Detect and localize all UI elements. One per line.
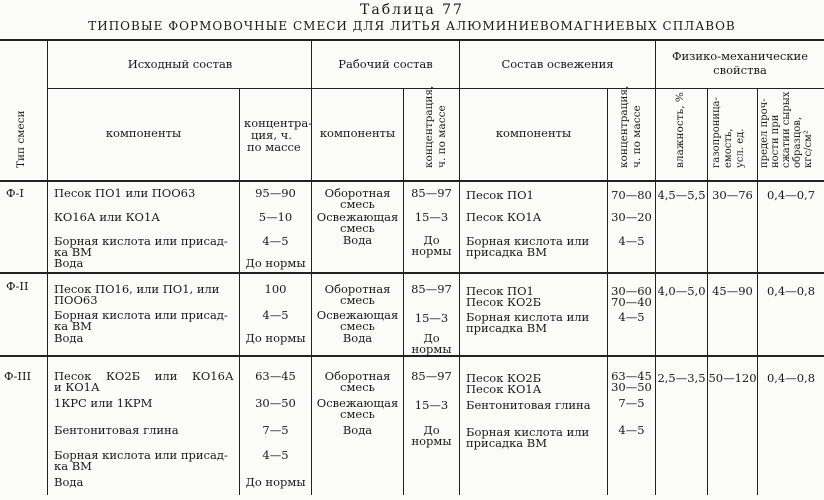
f2-initial-3-conc: До нормы	[245, 331, 306, 345]
header-initial: Исходный состав	[127, 57, 233, 71]
f3-refresh-2: Песок КО1А	[466, 382, 542, 396]
f3-working-1: Оборотная	[324, 369, 391, 383]
header-conc-initial-1: концентра-	[244, 116, 313, 130]
f2-initial-2a: Борная кислота или присад-	[54, 308, 228, 322]
f1-initial-4-conc: До нормы	[245, 256, 306, 270]
f3-initial-2: 1КРС или 1КРМ	[54, 396, 153, 410]
f1-refresh-3b: присадка ВМ	[466, 245, 547, 259]
f2-working-1: Оборотная	[324, 282, 391, 296]
f3-refresh-3-conc: 7—5	[618, 396, 645, 410]
f2-initial-1a: Песок ПО16, или ПО1, или	[54, 282, 220, 296]
f2-initial-2b: ка ВМ	[54, 319, 92, 333]
f3-initial-1b: и КО1А	[54, 380, 100, 394]
header-conc-initial-2: ция, ч.	[251, 128, 292, 142]
header-conc-refresh-1: концентрация,	[618, 85, 630, 168]
f3-working-2-conc: 15—3	[414, 398, 449, 412]
f3-working-3: Вода	[342, 423, 373, 437]
table-title: Таблица 77	[360, 2, 464, 18]
f1-working-2-conc: 15—3	[414, 210, 449, 224]
f3-initial-4b: ка ВМ	[54, 459, 92, 473]
f3-working-3-conc1: До	[423, 423, 440, 437]
f2-permeability: 45—90	[712, 284, 753, 298]
f3-initial-4-conc: 4—5	[262, 448, 289, 462]
header-conc-working-2: ч. по массе	[436, 105, 448, 168]
f3-initial-1a: Песок КО2Б или КО16А	[54, 369, 234, 383]
f2-initial-1b: ПОО63	[54, 293, 98, 307]
f2-refresh-1: Песок ПО1	[466, 284, 534, 298]
f1-working-1-conc: 85—97	[411, 186, 452, 200]
header-perm-2: емость,	[723, 128, 734, 168]
f3-initial-5: Вода	[54, 475, 84, 489]
header-conc-refresh-2: ч. по массе	[631, 105, 643, 168]
f1-initial-3-conc: 4—5	[262, 234, 289, 248]
f3-refresh-1-conc: 63—45	[611, 369, 652, 383]
f2-working-3-conc1: До	[423, 331, 440, 345]
f1-initial-3b: ка ВМ	[54, 245, 92, 259]
header-conc-working-1: концентрация,	[423, 85, 435, 168]
f1-working-1: Оборотная	[324, 186, 391, 200]
f3-refresh-4a: Борная кислота или	[466, 425, 590, 439]
f1-working-3-conc2: нормы	[411, 244, 452, 258]
f1-refresh-1: Песок ПО1	[466, 188, 534, 202]
header-moisture: влажность, %	[674, 92, 686, 168]
header-working: Рабочий состав	[338, 57, 433, 71]
f2-refresh-1-conc: 30—60	[611, 284, 652, 298]
f1-initial-1: Песок ПО1 или ПОО63	[54, 186, 196, 200]
f2-working-2-conc: 15—3	[414, 311, 449, 325]
f2-working-2a: Освежающая	[316, 308, 399, 322]
f2-refresh-3-conc: 4—5	[618, 310, 645, 324]
f2-initial-3: Вода	[54, 331, 84, 345]
f1-working-1b: смесь	[340, 197, 375, 211]
f3-initial-4a: Борная кислота или присад-	[54, 448, 228, 462]
f3-initial-1-conc: 63—45	[255, 369, 296, 383]
f3-refresh-4-conc: 4—5	[618, 423, 645, 437]
f3-working-3-conc2: нормы	[411, 434, 452, 448]
col-rule-1	[47, 40, 48, 495]
f3-refresh-3: Бентонитовая глина	[466, 398, 591, 412]
header-physmech-1: Физико-механические	[671, 49, 809, 63]
f1-initial-2: КО16А или КО1А	[54, 210, 160, 224]
row-f3-type: Ф-III	[4, 369, 32, 383]
f2-working-2b: смесь	[340, 319, 375, 333]
f1-initial-2-conc: 5—10	[258, 210, 293, 224]
rule-top	[0, 39, 824, 41]
f3-working-1-conc: 85—97	[411, 369, 452, 383]
f1-working-3-conc1: До	[423, 233, 440, 247]
f2-working-1b: смесь	[340, 293, 375, 307]
f1-initial-1-conc: 95—90	[255, 186, 296, 200]
f3-refresh-4b: присадка ВМ	[466, 436, 547, 450]
f1-initial-3a: Борная кислота или присад-	[54, 234, 228, 248]
header-components-refresh: компоненты	[495, 126, 572, 140]
f1-permeability: 30—76	[712, 188, 753, 202]
f3-permeability: 50—120	[708, 371, 757, 385]
f1-moisture: 4,5—5,5	[657, 188, 706, 202]
f1-initial-4: Вода	[54, 256, 84, 270]
f2-refresh-2-conc: 70—40	[611, 295, 652, 309]
rule-header-bottom	[0, 180, 824, 182]
f3-strength: 0,4—0,8	[766, 371, 816, 385]
header-refresh: Состав освежения	[501, 57, 614, 71]
f2-working-3-conc2: нормы	[411, 342, 452, 356]
f3-initial-3: Бентонитовая глина	[54, 423, 179, 437]
f2-refresh-3b: присадка ВМ	[466, 321, 547, 335]
header-conc-initial-3: по массе	[247, 140, 301, 154]
f2-strength: 0,4—0,8	[766, 284, 816, 298]
f3-moisture: 2,5—3,5	[657, 371, 706, 385]
f1-working-2b: смесь	[340, 221, 375, 235]
f3-initial-2-conc: 30—50	[255, 396, 296, 410]
f1-refresh-1-conc: 70—80	[611, 188, 652, 202]
row-f2-type: Ф-II	[6, 279, 29, 293]
header-strength-4: образцов,	[792, 116, 803, 168]
f1-refresh-2-conc: 30—20	[611, 210, 652, 224]
f1-working-3: Вода	[342, 233, 373, 247]
f2-refresh-3a: Борная кислота или	[466, 310, 590, 324]
f2-refresh-2: Песок КО2Б	[466, 295, 542, 309]
header-strength-5: кгс/см²	[803, 130, 814, 168]
f3-refresh-1: Песок КО2Б	[466, 371, 542, 385]
header-perm-1: газопроница-	[711, 97, 722, 168]
header-type: Тип смеси	[15, 110, 27, 168]
table-subtitle: ТИПОВЫЕ ФОРМОВОЧНЫЕ СМЕСИ ДЛЯ ЛИТЬЯ АЛЮМИНИЕВОМАГНИЕВЫХ СПЛАВОВ	[88, 19, 736, 33]
col-rule-5	[459, 40, 460, 495]
f3-working-1b: смесь	[340, 380, 375, 394]
col-rule-7	[655, 40, 656, 495]
f3-working-2b: смесь	[340, 407, 375, 421]
f2-initial-2-conc: 4—5	[262, 308, 289, 322]
header-strength-1: предел проч-	[759, 98, 770, 168]
row-f1-type: Ф-I	[6, 186, 24, 200]
f1-working-2a: Освежающая	[316, 210, 399, 224]
header-physmech-2: свойства	[713, 63, 767, 77]
f1-refresh-2: Песок КО1А	[466, 210, 542, 224]
header-perm-3: усл. ед.	[735, 128, 746, 168]
header-strength-3: сжатии сырых	[781, 91, 792, 168]
f2-working-1-conc: 85—97	[411, 282, 452, 296]
f2-moisture: 4,0—5,0	[657, 284, 706, 298]
f3-working-2a: Освежающая	[316, 396, 399, 410]
f2-initial-1-conc: 100	[264, 282, 287, 296]
header-components-working: компоненты	[319, 126, 396, 140]
f1-refresh-3-conc: 4—5	[618, 234, 645, 248]
f1-strength: 0,4—0,7	[766, 188, 816, 202]
rule-f1-bottom	[0, 272, 824, 274]
f3-initial-3-conc: 7—5	[262, 423, 289, 437]
f2-working-3: Вода	[342, 331, 373, 345]
header-strength-2: ности при	[770, 114, 781, 168]
f3-initial-5-conc: До нормы	[245, 475, 306, 489]
header-components-initial: компоненты	[105, 126, 182, 140]
f3-refresh-2-conc: 30—50	[611, 380, 652, 394]
f1-refresh-3a: Борная кислота или	[466, 234, 590, 248]
